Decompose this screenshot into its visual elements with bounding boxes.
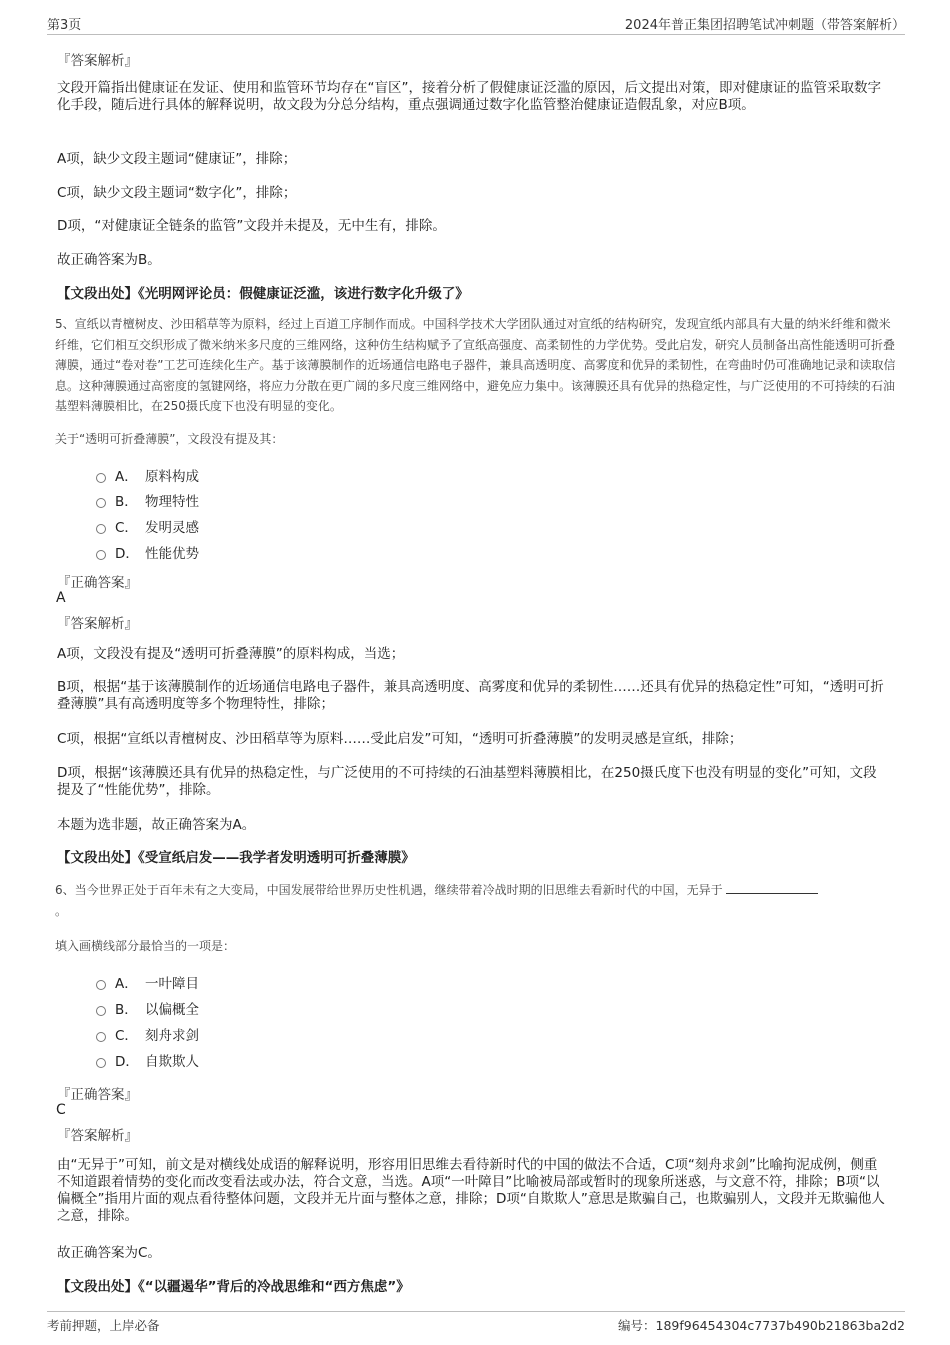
option-key: A． xyxy=(115,469,138,485)
q5-prompt: 关于“透明可折叠薄膜”，文段没有提及其： xyxy=(55,432,284,446)
option-text: 刻舟求剑 xyxy=(145,1028,199,1044)
q6-option-b[interactable] xyxy=(96,998,199,1020)
q5-option-d[interactable] xyxy=(96,542,199,564)
q5-stem: 5、宣纸以青檀树皮、沙田稻草等为原料，经过上百道工序制作而成。中国科学技术大学团队通过对宣纸的结构研究，发现宣纸内部具有大量的纳米纤维和微米纤维，它们相互交织形成了微米纳米多尺度的三维网络，这种仿生结构赋予了宣纸高强度、高柔韧性的力学优势。受此启发，研究人员制备出高性能透明可折叠薄膜，通过“卷对卷”工艺可连续化生产。基于该薄膜制作的近场通信电路电子器件，兼具高透明度、高雾度和优异的柔韧性，在弯曲时仍可准确地记录和读取信息。这种薄膜通过高密度的氢键网络，将应力分散在更广阔的多尺度三维网络中，避免应力集中。该薄膜还具有优异的热稳定性，与广泛使用的不可持续的石油基塑料薄膜相比，在250摄氏度下也没有明显的变化。 xyxy=(55,317,896,413)
q5-source: 【文段出处】《受宣纸启发——我学者发明透明可折叠薄膜》 xyxy=(57,850,415,866)
page-footer xyxy=(47,1311,905,1336)
q6-option-c[interactable] xyxy=(96,1024,199,1046)
analysis-label: 『答案解析』 xyxy=(57,53,138,69)
q6-source: 【文段出处】《“以疆遏华”背后的冷战思维和“西方焦虑”》 xyxy=(57,1279,410,1295)
q6-prompt: 填入画横线部分最恰当的一项是： xyxy=(55,939,236,953)
option-key: D． xyxy=(115,1054,139,1070)
q5-analysis-a: A项，文段没有提及“透明可折叠薄膜”的原料构成，当选； xyxy=(57,646,405,662)
option-key: B． xyxy=(115,494,138,510)
q6-conclusion: 故正确答案为C。 xyxy=(57,1245,161,1261)
option-text: 以偏概全 xyxy=(145,1002,199,1018)
correct-answer-label: 『正确答案』 xyxy=(57,575,138,591)
q4-source: 【文段出处】《光明网评论员：假健康证泛滥，该进行数字化升级了》 xyxy=(57,286,469,302)
q4-conclusion: 故正确答案为B。 xyxy=(57,252,161,268)
radio-icon[interactable] xyxy=(96,524,106,534)
option-text: 自欺欺人 xyxy=(145,1054,199,1070)
option-text: 原料构成 xyxy=(145,469,199,485)
option-key: C． xyxy=(115,1028,138,1044)
correct-answer-label: 『正确答案』 xyxy=(57,1087,138,1103)
document-id: 编号：189f96454304c7737b490b21863ba2d2 xyxy=(618,1318,905,1333)
q4-analysis-line: A项，缺少文段主题词“健康证”，排除； xyxy=(57,151,297,167)
q4-analysis-line: D项，“对健康证全链条的监管”文段并未提及，无中生有，排除。 xyxy=(57,218,446,234)
q4-analysis: 文段开篇指出健康证在发证、使用和监管环节均存在“盲区”，接着分析了假健康证泛滥的原因，后文提出对策，即对健康证的监管采取数字化手段，随后进行具体的解释说明，故文段为分总分结构，重点强调通过数字化监管整治健康证造假乱象，对应B项。 xyxy=(57,80,881,113)
option-text: 性能优势 xyxy=(145,546,199,562)
q6-stem-text: 6、当今世界正处于百年未有之大变局，中国发展带给世界历史性机遇，继续带着冷战时期的旧思维去看新时代的中国，无异于 xyxy=(55,883,723,897)
radio-icon[interactable] xyxy=(96,980,106,990)
q5-option-a[interactable] xyxy=(96,465,199,487)
q4-analysis-line: C项，缺少文段主题词“数字化”，排除； xyxy=(57,185,297,201)
option-text: 物理特性 xyxy=(145,494,199,510)
q5-analysis-b: B项，根据“基于该薄膜制作的近场通信电路电子器件，兼具高透明度、高雾度和优异的柔韧性……还具有优异的热稳定性”可知，“透明可折叠薄膜”具有高透明度等多个物理特性，排除； xyxy=(57,679,884,712)
q5-option-b[interactable] xyxy=(96,490,199,512)
radio-icon[interactable] xyxy=(96,550,106,560)
page-number: 第3页 xyxy=(47,18,82,33)
q6-stem-end: 。 xyxy=(55,903,68,918)
q5-answer: A xyxy=(56,590,66,606)
q5-analysis-c: C项，根据“宣纸以青檀树皮、沙田稻草等为原料……受此启发”可知，“透明可折叠薄膜”的发明灵感是宣纸，排除； xyxy=(57,731,743,747)
q5-option-c[interactable] xyxy=(96,516,199,538)
q6-option-a[interactable] xyxy=(96,972,199,994)
q5-conclusion: 本题为选非题，故正确答案为A。 xyxy=(57,817,256,833)
radio-icon[interactable] xyxy=(96,1032,106,1042)
document-title: 2024年普正集团招聘笔试冲刺题（带答案解析） xyxy=(624,18,905,33)
q6-answer: C xyxy=(56,1102,66,1118)
option-text: 一叶障目 xyxy=(145,976,199,992)
q5-analysis-d: D项，根据“该薄膜还具有优异的热稳定性，与广泛使用的不可持续的石油基塑料薄膜相比，在250摄氏度下也没有明显的变化”可知，文段提及了“性能优势”，排除。 xyxy=(57,765,877,798)
radio-icon[interactable] xyxy=(96,1006,106,1016)
page-header xyxy=(47,12,905,35)
option-key: B． xyxy=(115,1002,138,1018)
radio-icon[interactable] xyxy=(96,498,106,508)
option-key: C． xyxy=(115,520,138,536)
radio-icon[interactable] xyxy=(96,473,106,483)
q6-analysis: 由“无异于”可知，前文是对横线处成语的解释说明，形容用旧思维去看待新时代的中国的做法不合适，C项“刻舟求剑”比喻拘泥成例，侧重不知道跟着情势的变化而改变看法或办法，符合文意，当选。A项“一叶障目”比喻被局部或暂时的现象所迷惑，与文意不符，排除；B项“以偏概全”指用片面的观点看待整体问题，文段并无片面与整体之意，排除；D项“自欺欺人”意思是欺骗自己，也欺骗别人，文段并无欺骗他人之意，排除。 xyxy=(57,1157,885,1224)
analysis-label: 『答案解析』 xyxy=(57,1128,138,1144)
q6-stem xyxy=(55,880,897,921)
option-text: 发明灵感 xyxy=(145,520,199,536)
footer-slogan: 考前押题，上岸必备 xyxy=(47,1318,160,1333)
option-key: A． xyxy=(115,976,138,992)
answer-blank xyxy=(726,881,818,894)
analysis-label: 『答案解析』 xyxy=(57,616,138,632)
q6-option-d[interactable] xyxy=(96,1050,199,1072)
radio-icon[interactable] xyxy=(96,1058,106,1068)
option-key: D． xyxy=(115,546,139,562)
